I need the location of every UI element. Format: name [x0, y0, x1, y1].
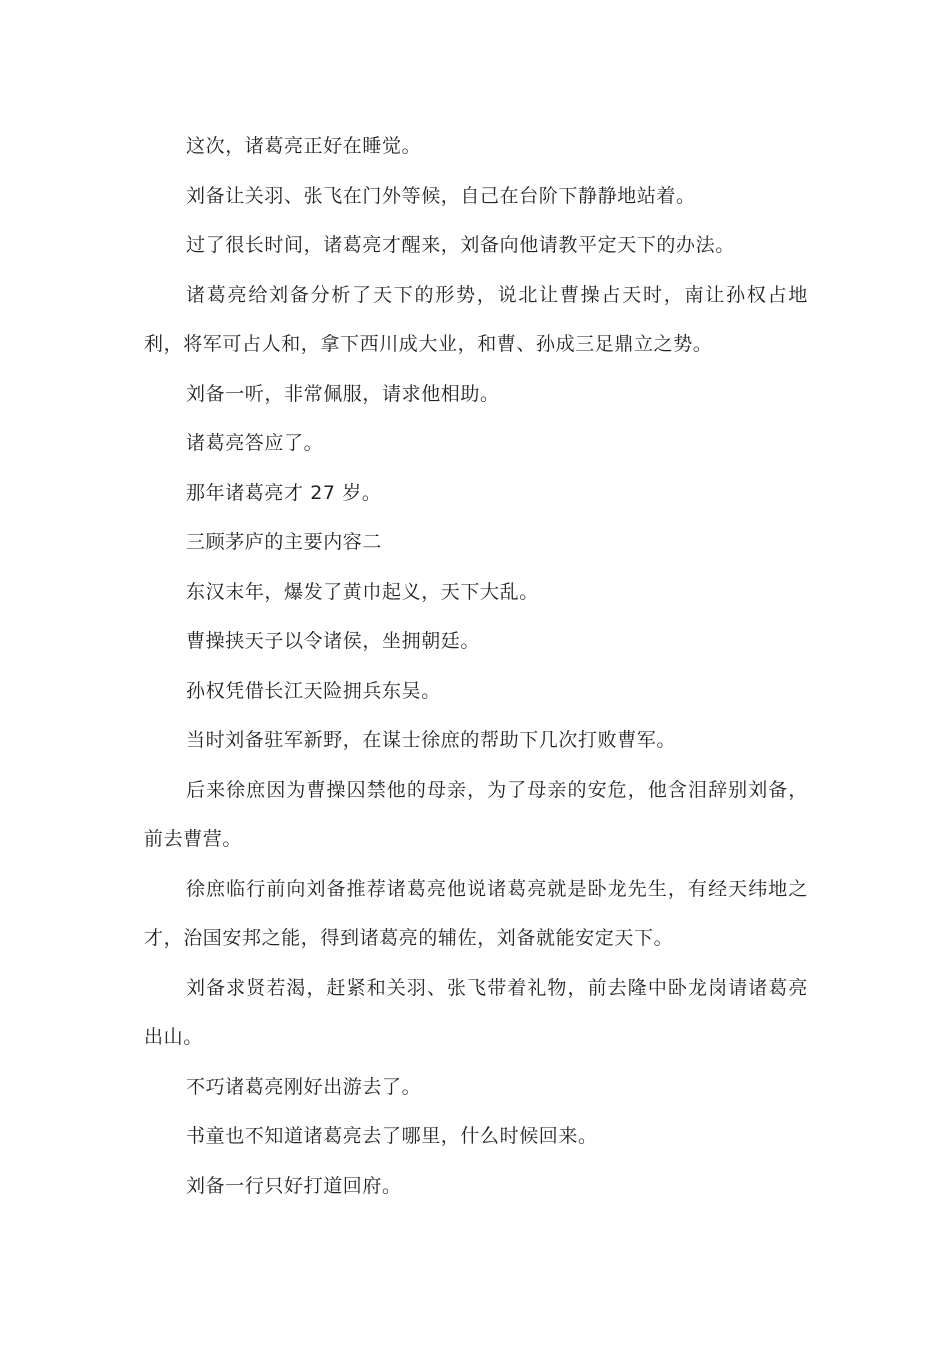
- paragraph-5: 刘备一听，非常佩服，请求他相助。: [186, 382, 500, 405]
- paragraph-17: 书童也不知道诸葛亮去了哪里，什么时候回来。: [186, 1125, 598, 1147]
- paragraph-15: 刘备求贤若渴，赶紧和关羽、张飞带着礼物，前去隆中卧龙岗请诸葛亮出山。: [144, 976, 808, 1048]
- document-body: [144, 122, 808, 1211]
- paragraph-10: 曹操挟天子以令诸侯，坐拥朝廷。: [186, 630, 481, 652]
- paragraph-12: 当时刘备驻军新野，在谋士徐庶的帮助下几次打败曹军。: [186, 729, 677, 751]
- paragraph-18: 刘备一行只好打道回府。: [186, 1174, 402, 1197]
- paragraph-1: 这次，诸葛亮正好在睡觉。: [186, 135, 422, 157]
- paragraph-7: 那年诸葛亮才 27 岁。: [186, 481, 382, 504]
- paragraph-9: 东汉末年，爆发了黄巾起义，天下大乱。: [186, 580, 539, 603]
- paragraph-2: 刘备让关羽、张飞在门外等候，自己在台阶下静静地站着。: [186, 184, 696, 207]
- paragraph-3: 过了很长时间，诸葛亮才醒来，刘备向他请教平定天下的办法。: [186, 234, 735, 256]
- paragraph-11: 孙权凭借长江天险拥兵东吴。: [186, 679, 441, 702]
- paragraph-16: 不巧诸葛亮刚好出游去了。: [186, 1075, 422, 1098]
- section-heading: 三顾茅庐的主要内容二: [186, 531, 383, 553]
- paragraph-14: 徐庶临行前向刘备推荐诸葛亮他说诸葛亮就是卧龙先生，有经天纬地之才，治国安邦之能，得到诸葛亮的辅佐，刘备就能安定天下。: [144, 877, 808, 949]
- paragraph-4: 诸葛亮给刘备分析了天下的形势，说北让曹操占天时，南让孙权占地利，将军可占人和，拿下西川成大业，和曹、孙成三足鼎立之势。: [144, 283, 808, 355]
- paragraph-6: 诸葛亮答应了。: [186, 432, 324, 454]
- paragraph-13: 后来徐庶因为曹操囚禁他的母亲，为了母亲的安危，他含泪辞别刘备，前去曹营。: [144, 778, 808, 850]
